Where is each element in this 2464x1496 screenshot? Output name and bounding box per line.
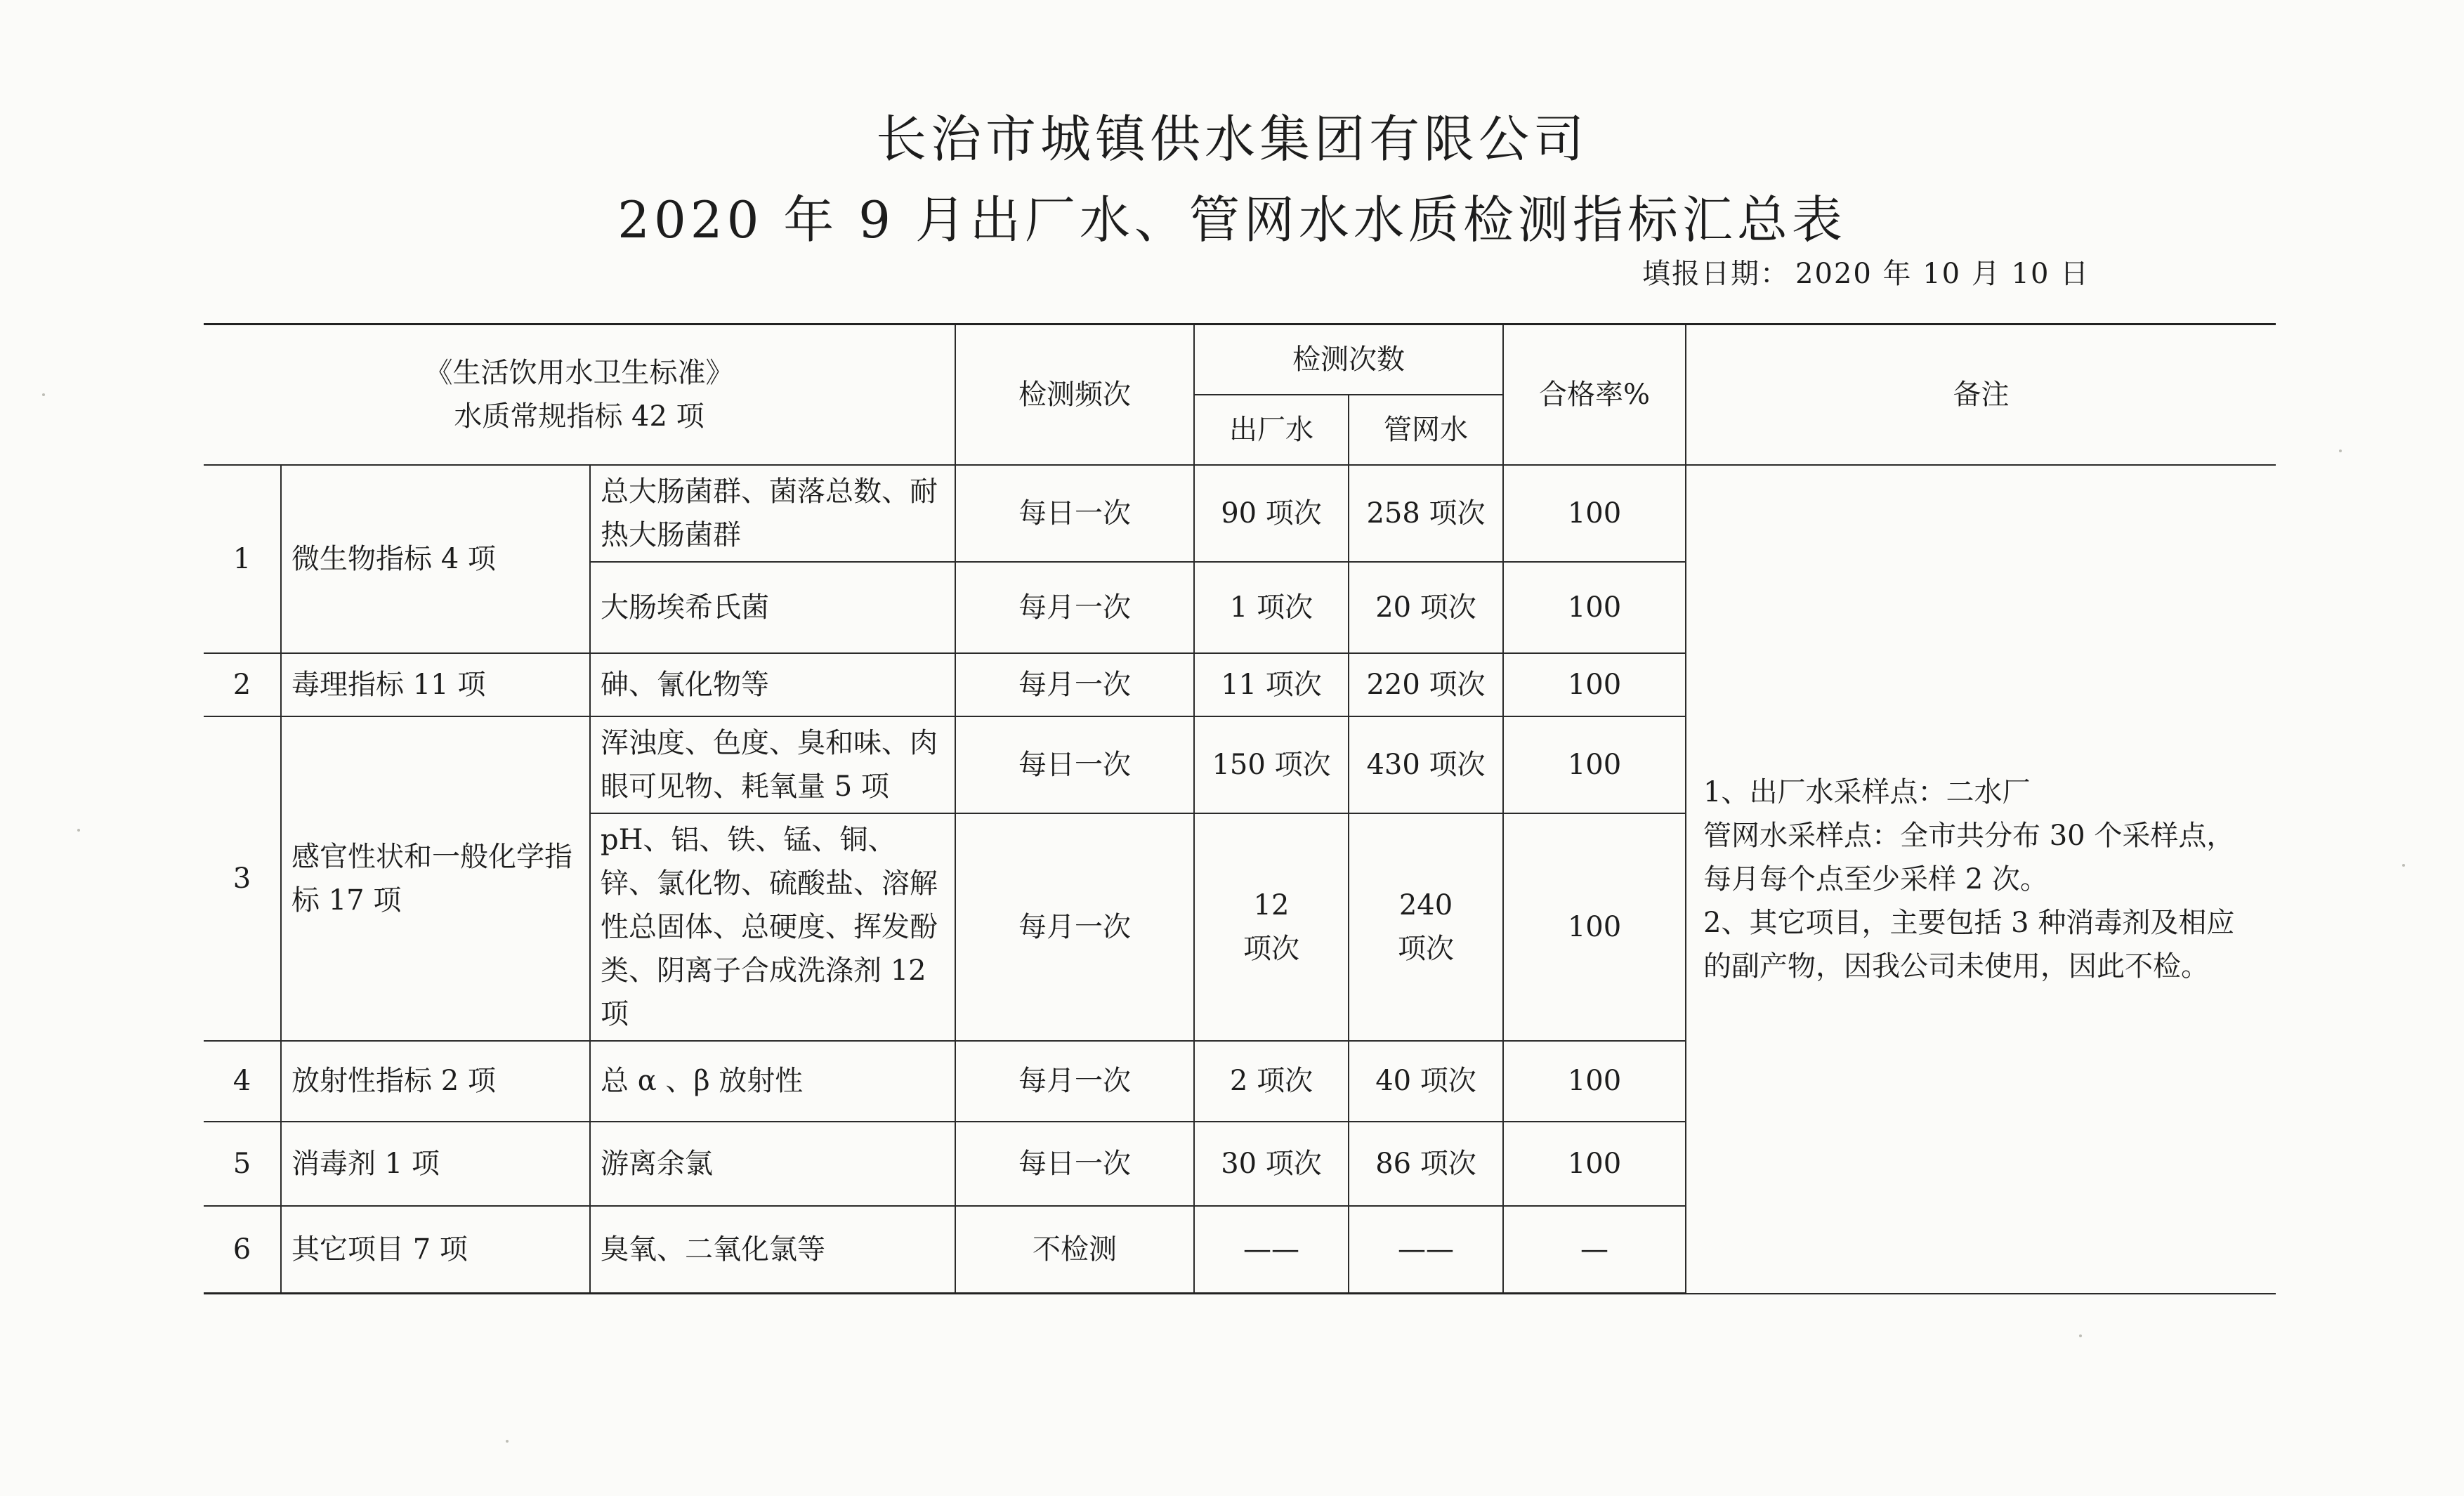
category-cell: 感官性状和一般化学指标 17 项 [281, 716, 590, 1041]
count-group-header: 检测次数 [1194, 324, 1503, 395]
factory-count-cell: 1 项次 [1194, 562, 1349, 653]
item-cell: 浑浊度、色度、臭和味、肉眼可见物、耗氧量 5 项 [590, 716, 955, 813]
factory-count-cell: 2 项次 [1194, 1041, 1349, 1122]
frequency-cell: 每月一次 [955, 1041, 1194, 1122]
scan-speck [2402, 864, 2405, 867]
factory-count-cell: 90 项次 [1194, 465, 1349, 562]
standard-header [204, 324, 955, 465]
frequency-cell: 每月一次 [955, 562, 1194, 653]
standard-header-line1: 《生活饮用水卫生标准》 [424, 356, 734, 389]
pass-rate-cell: — [1503, 1206, 1686, 1294]
network-count-cell: 86 项次 [1349, 1122, 1503, 1206]
remarks-header: 备注 [1686, 324, 2276, 465]
frequency-cell: 每月一次 [955, 653, 1194, 716]
network-water-header: 管网水 [1349, 395, 1503, 465]
pass-rate-cell: 100 [1503, 465, 1686, 562]
table-row [204, 465, 2276, 562]
network-count-unit: 项次 [1398, 932, 1454, 965]
item-cell: 臭氧、二氧化氯等 [590, 1206, 955, 1294]
factory-count-cell: 30 项次 [1194, 1122, 1349, 1206]
row-number: 3 [204, 716, 281, 1041]
factory-count-unit: 项次 [1243, 932, 1299, 965]
frequency-header: 检测频次 [955, 324, 1194, 465]
pass-rate-cell: 100 [1503, 716, 1686, 813]
pass-rate-cell: 100 [1503, 813, 1686, 1041]
frequency-cell: 每月一次 [955, 813, 1194, 1041]
factory-count-cell: 11 项次 [1194, 653, 1349, 716]
item-cell: 游离余氯 [590, 1122, 955, 1206]
water-quality-table [204, 323, 2276, 1294]
item-cell: pH、铝、铁、锰、铜、锌、氯化物、硫酸盐、溶解性总固体、总硬度、挥发酚类、阴离子合成洗涤剂 12 项 [590, 813, 955, 1041]
row-number: 4 [204, 1041, 281, 1122]
network-count-cell [1349, 813, 1503, 1041]
item-cell: 总 α 、β 放射性 [590, 1041, 955, 1122]
frequency-cell: 不检测 [955, 1206, 1194, 1294]
network-count-cell: 220 项次 [1349, 653, 1503, 716]
scan-speck [42, 393, 45, 396]
scan-speck [77, 829, 80, 832]
scan-speck [2079, 1334, 2082, 1337]
factory-count-cell [1194, 813, 1349, 1041]
document-title: 长治市城镇供水集团有限公司 [875, 110, 1588, 169]
standard-header-line2: 水质常规指标 42 项 [454, 400, 705, 433]
category-cell: 消毒剂 1 项 [281, 1122, 590, 1206]
network-count-cell: 20 项次 [1349, 562, 1503, 653]
factory-water-header: 出厂水 [1194, 395, 1349, 465]
network-count-cell: 40 项次 [1349, 1041, 1503, 1122]
network-count-number: 240 [1398, 888, 1453, 921]
category-cell: 放射性指标 2 项 [281, 1041, 590, 1122]
pass-rate-cell: 100 [1503, 562, 1686, 653]
network-count-cell: 430 项次 [1349, 716, 1503, 813]
frequency-cell: 每日一次 [955, 716, 1194, 813]
item-cell: 大肠埃希氏菌 [590, 562, 955, 653]
row-number: 6 [204, 1206, 281, 1294]
scan-speck [2339, 450, 2342, 452]
pass-rate-cell: 100 [1503, 653, 1686, 716]
scan-speck [506, 1440, 509, 1443]
factory-count-number: 12 [1253, 888, 1290, 921]
report-date-label: 填报日期： [1642, 258, 1790, 290]
frequency-cell: 每日一次 [955, 1122, 1194, 1206]
pass-rate-cell: 100 [1503, 1041, 1686, 1122]
factory-count-cell: 150 项次 [1194, 716, 1349, 813]
category-cell: 其它项目 7 项 [281, 1206, 590, 1294]
factory-count-cell: —— [1194, 1206, 1349, 1294]
row-number: 2 [204, 653, 281, 716]
document-subtitle: 2020 年 9 月出厂水、管网水水质检测指标汇总表 [617, 190, 1847, 249]
item-cell: 总大肠菌群、菌落总数、耐热大肠菌群 [590, 465, 955, 562]
pass-rate-header: 合格率% [1503, 324, 1686, 465]
note-line: 2、其它项目，主要包括 3 种消毒剂及相应的副产物，因我公司未使用，因此不检。 [1703, 906, 2235, 983]
row-number: 1 [204, 465, 281, 653]
report-date-value: 2020 年 10 月 10 日 [1795, 258, 2090, 290]
report-date [1637, 251, 2090, 291]
row-number: 5 [204, 1122, 281, 1206]
note-line: 1、出厂水采样点：二水厂 [1703, 775, 2031, 808]
frequency-cell: 每日一次 [955, 465, 1194, 562]
pass-rate-cell: 100 [1503, 1122, 1686, 1206]
network-count-cell: —— [1349, 1206, 1503, 1294]
item-cell: 砷、氰化物等 [590, 653, 955, 716]
category-cell: 毒理指标 11 项 [281, 653, 590, 716]
note-line: 管网水采样点：全市共分布 30 个采样点，每月每个点至少采样 2 次。 [1703, 819, 2235, 895]
remarks-notes [1686, 465, 2276, 1294]
network-count-cell: 258 项次 [1349, 465, 1503, 562]
category-cell: 微生物指标 4 项 [281, 465, 590, 653]
